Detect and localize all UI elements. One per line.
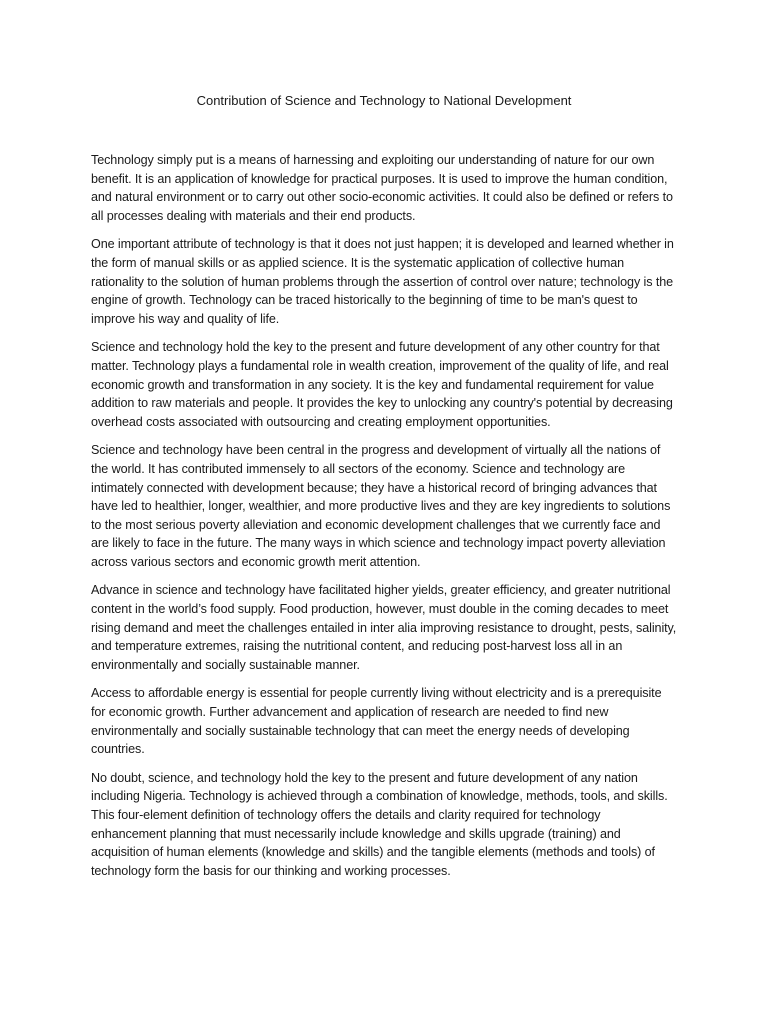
paragraph-7: No doubt, science, and technology hold the key to the present and future development of any nation including Nigeria. Technology is achieved through a combination of knowledge, methods, tools, and skills. This four-element definition of technology offers the details and clarity required for technology enhancement planning that must necessarily include knowledge and skills upgrade (training) and acquisition of human elements (knowledge and skills) and the tangible elements (methods and tools) of technology form the basis for our thinking and working processes.	[91, 770, 668, 878]
paragraph-4: Science and technology have been central in the progress and development of virtually all the nations of the world. It has contributed immensely to all sectors of the economy. Science and technology are intimately connected with development because; they have a historical record of bringing advances that have led to healthier, longer, wealthier, and more productive lives and they are key ingredients to solutions to the most serious poverty alleviation and economic development challenges that we currently face and are likely to face in the future. The many ways in which science and technology impact poverty alleviation across various sectors and economic growth merit attention.	[91, 443, 671, 569]
paragraph-2: One important attribute of technology is that it does not just happen; it is developed and learned whether in the form of manual skills or as applied science. It is the systematic application of collective human rationality to the solution of human problems through the assertion of control over nature; technology is the engine of growth. Technology can be traced historically to the beginning of time to be man's quest to improve his way and quality of life.	[91, 237, 674, 326]
paragraph-6: Access to affordable energy is essential for people currently living without electricity and is a prerequisite for economic growth. Further advancement and application of research are needed to find new environmentally and socially sustainable technology that can meet the energy needs of developing countries.	[91, 686, 662, 757]
paragraph-3: Science and technology hold the key to the present and future development of any other country for that matter. Technology plays a fundamental role in wealth creation, improvement of the quality of life, and real economic growth and transformation in any society. It is the key and fundamental requirement for value addition to raw materials and people. It provides the key to unlocking any country's potential by decreasing overhead costs associated with outsourcing and creating employment opportunities.	[91, 340, 673, 429]
document-title: Contribution of Science and Technology to National Development	[196, 93, 572, 108]
paragraph-1: Technology simply put is a means of harnessing and exploiting our understanding of nature for our own benefit. It is an application of knowledge for practical purposes. It is used to improve the human condition, and natural environment or to carry out other socio-economic activities. It could also be defined or refers to all processes dealing with materials and their end products.	[91, 153, 673, 223]
paragraph-5: Advance in science and technology have facilitated higher yields, greater efficiency, and greater nutritional content in the world’s food supply. Food production, however, must double in the coming decades to meet rising demand and meet the challenges entailed in inter alia improving resistance to drought, pests, salinity, and temperature extremes, raising the nutritional content, and reducing post-harvest loss all in an environmentally and socially sustainable manner.	[91, 583, 677, 672]
document-body	[91, 151, 677, 890]
